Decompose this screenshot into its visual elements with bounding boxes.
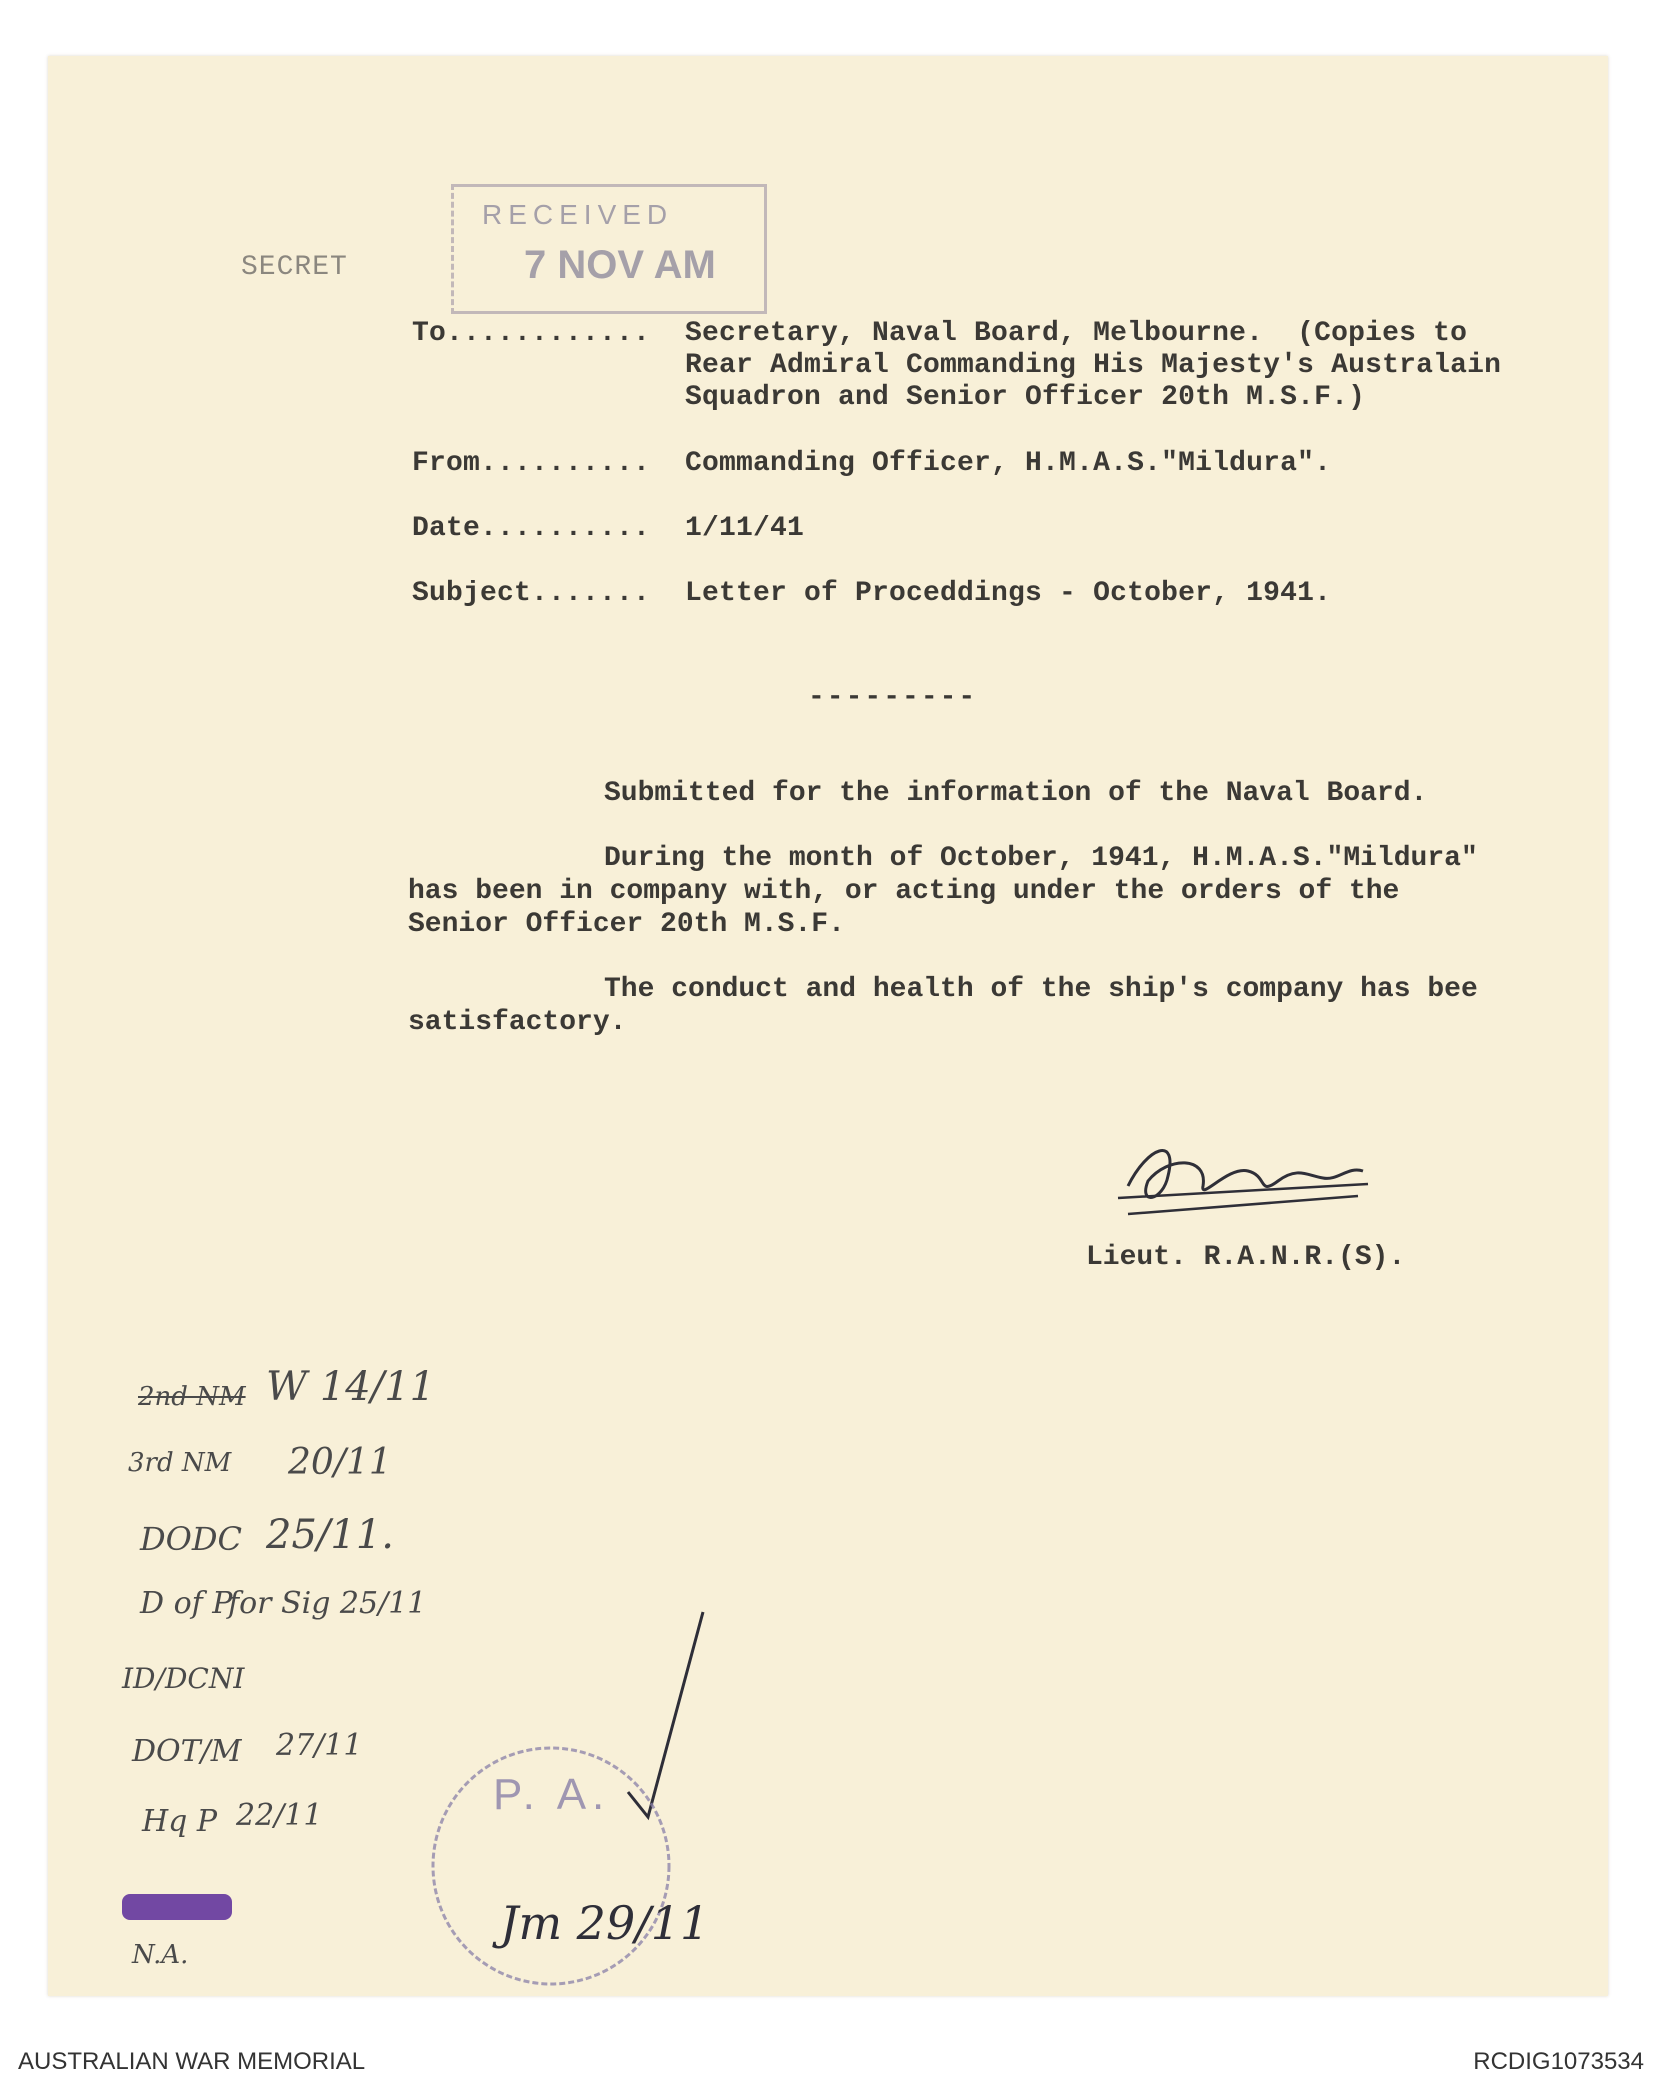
received-stamp-title: RECEIVED <box>482 199 674 230</box>
note-dodc: DODC <box>140 1520 243 1558</box>
note-3rd-nm-date: 20/11 <box>288 1442 392 1483</box>
from-value: Commanding Officer, H.M.A.S."Mildura". <box>685 448 1332 479</box>
from-label: From.......... <box>412 448 651 479</box>
received-stamp <box>451 184 767 314</box>
note-id-dcni: ID/DCNI <box>122 1662 245 1695</box>
note-dodc-date: 25/11. <box>266 1512 394 1558</box>
note-2nd-nm: 2nd NM <box>138 1382 246 1412</box>
signature-rank: Lieut. R.A.N.R.(S). <box>1086 1242 1406 1273</box>
date-label: Date.......... <box>412 513 651 544</box>
note-2nd-nm-initials: W 14/11 <box>266 1364 436 1410</box>
subject-value: Letter of Proceddings - October, 1941. <box>685 578 1332 609</box>
handwritten-signature <box>1108 1126 1408 1236</box>
body-paragraph-2-line-1: During the month of October, 1941, H.M.A.S."Mildura" <box>604 843 1478 874</box>
pa-stamp-label: P. A. <box>493 1770 611 1819</box>
purple-ink-mark <box>122 1894 232 1920</box>
note-na: N.A. <box>132 1940 189 1970</box>
note-d-of-p-date: for Sig 25/11 <box>228 1586 427 1621</box>
note-d-of-p: D of P <box>140 1586 233 1621</box>
note-dot-m-date: 27/11 <box>276 1728 363 1763</box>
subject-label: Subject....... <box>412 578 651 609</box>
body-paragraph-3-line-2: satisfactory. <box>408 1007 627 1038</box>
date-value: 1/11/41 <box>685 513 805 544</box>
footer-archive-name: AUSTRALIAN WAR MEMORIAL <box>18 2048 366 2075</box>
body-paragraph-2-line-2: has been in company with, or acting under the orders of the <box>408 876 1400 907</box>
divider: --------- <box>808 682 978 713</box>
body-paragraph-1: Submitted for the information of the Naval Board. <box>604 778 1428 809</box>
to-label: To............ <box>412 318 651 349</box>
pa-initials: Jm 29/11 <box>500 1896 710 1950</box>
note-3rd-nm: 3rd NM <box>128 1448 232 1478</box>
body-paragraph-3-line-1: The conduct and health of the ship's company has bee <box>604 974 1478 1005</box>
footer-record-id: RCDIG1073534 <box>1473 2048 1644 2075</box>
note-hq-p-date: 22/11 <box>236 1798 323 1833</box>
classification-label: SECRET <box>241 252 348 283</box>
received-stamp-date: 7 NOV AM <box>524 243 716 287</box>
to-line-3: Squadron and Senior Officer 20th M.S.F.) <box>685 382 1366 413</box>
to-line-1: Secretary, Naval Board, Melbourne. (Copies to <box>685 318 1468 349</box>
document-page <box>48 56 1608 1996</box>
to-line-2: Rear Admiral Commanding His Majesty's Australain <box>685 350 1502 381</box>
note-dot-m: DOT/M <box>132 1734 242 1769</box>
body-paragraph-2-line-3: Senior Officer 20th M.S.F. <box>408 909 845 940</box>
note-hq-p: Hq P <box>142 1804 218 1839</box>
